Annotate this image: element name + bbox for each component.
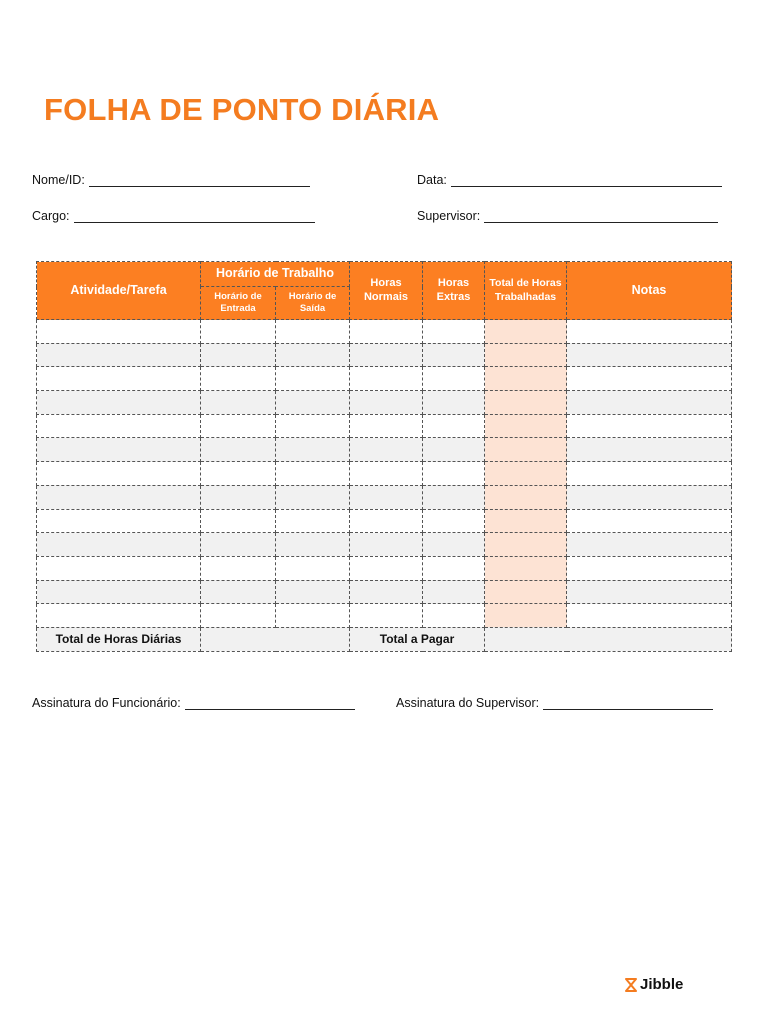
timesheet-body	[37, 320, 732, 628]
supervisor-label: Supervisor:	[417, 209, 481, 223]
table-cell[interactable]	[37, 343, 201, 367]
table-row	[37, 320, 732, 344]
table-cell[interactable]	[567, 462, 732, 486]
table-cell[interactable]	[276, 320, 350, 344]
table-cell[interactable]	[276, 485, 350, 509]
table-cell[interactable]	[201, 509, 276, 533]
work-hours-header: Horário de Trabalho	[201, 262, 350, 287]
role-label: Cargo:	[32, 209, 70, 223]
table-cell[interactable]	[485, 604, 567, 628]
table-cell[interactable]	[423, 414, 485, 438]
supervisor-signature-label: Assinatura do Supervisor:	[396, 696, 540, 710]
table-row	[37, 367, 732, 391]
table-cell[interactable]	[37, 604, 201, 628]
table-row	[37, 414, 732, 438]
supervisor-signature-line[interactable]	[543, 697, 713, 710]
table-row	[37, 438, 732, 462]
table-cell[interactable]	[567, 414, 732, 438]
table-cell[interactable]	[37, 556, 201, 580]
table-cell[interactable]	[350, 556, 423, 580]
table-cell[interactable]	[485, 485, 567, 509]
table-row	[37, 485, 732, 509]
table-cell[interactable]	[567, 343, 732, 367]
table-cell[interactable]	[423, 438, 485, 462]
table-cell[interactable]	[350, 391, 423, 415]
name-field[interactable]	[32, 173, 310, 187]
table-cell[interactable]	[423, 556, 485, 580]
table-cell[interactable]	[423, 533, 485, 557]
table-cell[interactable]	[567, 438, 732, 462]
table-cell[interactable]	[485, 367, 567, 391]
table-cell[interactable]	[350, 485, 423, 509]
table-cell[interactable]	[201, 391, 276, 415]
table-cell[interactable]	[423, 343, 485, 367]
table-cell[interactable]	[37, 391, 201, 415]
table-cell[interactable]	[423, 485, 485, 509]
table-cell[interactable]	[276, 556, 350, 580]
table-row	[37, 509, 732, 533]
table-cell[interactable]	[485, 320, 567, 344]
hourglass-icon	[625, 978, 637, 992]
brand-name: Jibble	[640, 976, 684, 993]
table-cell[interactable]	[201, 320, 276, 344]
extra-hours-header: Horas Extras	[423, 262, 485, 320]
table-cell[interactable]	[485, 391, 567, 415]
name-label: Nome/ID:	[32, 173, 85, 187]
table-cell[interactable]	[485, 580, 567, 604]
entry-header: Horário de Entrada	[201, 287, 276, 320]
date-field[interactable]	[417, 173, 722, 187]
table-cell[interactable]	[567, 509, 732, 533]
date-label: Data:	[417, 173, 447, 187]
table-row	[37, 556, 732, 580]
brand-logo	[625, 976, 683, 993]
table-cell[interactable]	[350, 320, 423, 344]
table-cell[interactable]	[276, 509, 350, 533]
table-cell[interactable]	[276, 604, 350, 628]
table-cell[interactable]	[201, 414, 276, 438]
table-cell[interactable]	[350, 414, 423, 438]
table-cell[interactable]	[567, 533, 732, 557]
table-cell[interactable]	[201, 462, 276, 486]
table-cell[interactable]	[350, 533, 423, 557]
table-row	[37, 533, 732, 557]
table-row	[37, 462, 732, 486]
table-cell[interactable]	[201, 533, 276, 557]
table-cell[interactable]	[276, 343, 350, 367]
table-cell[interactable]	[37, 533, 201, 557]
table-row	[37, 391, 732, 415]
table-cell[interactable]	[567, 556, 732, 580]
table-cell[interactable]	[350, 367, 423, 391]
table-cell[interactable]	[423, 391, 485, 415]
exit-header: Horário de Saída	[276, 287, 350, 320]
table-cell[interactable]	[201, 604, 276, 628]
total-hours-header: Total de Horas Trabalhadas	[485, 262, 567, 320]
table-cell[interactable]	[37, 367, 201, 391]
table-cell[interactable]	[201, 438, 276, 462]
supervisor-field[interactable]	[417, 209, 718, 223]
table-cell[interactable]	[485, 438, 567, 462]
table-cell[interactable]	[276, 462, 350, 486]
table-cell[interactable]	[485, 556, 567, 580]
table-cell[interactable]	[201, 485, 276, 509]
table-cell[interactable]	[567, 320, 732, 344]
daily-total-value[interactable]	[201, 627, 350, 651]
table-cell[interactable]	[485, 343, 567, 367]
table-cell[interactable]	[201, 367, 276, 391]
table-cell[interactable]	[350, 509, 423, 533]
table-row	[37, 580, 732, 604]
timesheet-table	[36, 261, 732, 652]
table-cell[interactable]	[276, 533, 350, 557]
notes-header: Notas	[567, 262, 732, 320]
employee-signature-label: Assinatura do Funcionário:	[32, 696, 181, 710]
table-cell[interactable]	[567, 580, 732, 604]
table-cell[interactable]	[37, 438, 201, 462]
table-cell[interactable]	[37, 509, 201, 533]
employee-signature-line[interactable]	[185, 697, 355, 710]
table-cell[interactable]	[201, 580, 276, 604]
table-cell[interactable]	[201, 556, 276, 580]
table-cell[interactable]	[37, 320, 201, 344]
table-cell[interactable]	[276, 391, 350, 415]
table-row	[37, 343, 732, 367]
table-cell[interactable]	[423, 462, 485, 486]
supervisor-input-line[interactable]	[484, 210, 718, 223]
table-cell[interactable]	[423, 604, 485, 628]
page-title: FOLHA DE PONTO DIÁRIA	[44, 92, 440, 127]
table-cell[interactable]	[485, 462, 567, 486]
role-field[interactable]	[32, 209, 315, 223]
total-pay-value[interactable]	[485, 627, 732, 651]
role-input-line[interactable]	[74, 210, 315, 223]
table-cell[interactable]	[276, 367, 350, 391]
table-cell[interactable]	[37, 414, 201, 438]
table-cell[interactable]	[276, 438, 350, 462]
table-cell[interactable]	[423, 367, 485, 391]
table-cell[interactable]	[485, 414, 567, 438]
table-cell[interactable]	[37, 462, 201, 486]
activity-header: Atividade/Tarefa	[37, 262, 201, 320]
table-cell[interactable]	[567, 485, 732, 509]
table-cell[interactable]	[485, 509, 567, 533]
table-cell[interactable]	[276, 580, 350, 604]
table-cell[interactable]	[350, 580, 423, 604]
table-cell[interactable]	[201, 343, 276, 367]
table-cell[interactable]	[350, 438, 423, 462]
table-cell[interactable]	[423, 580, 485, 604]
total-pay-label: Total a Pagar	[350, 627, 485, 651]
table-cell[interactable]	[567, 391, 732, 415]
supervisor-signature[interactable]	[396, 696, 713, 710]
table-cell[interactable]	[350, 343, 423, 367]
table-cell[interactable]	[567, 604, 732, 628]
employee-signature[interactable]	[32, 696, 355, 710]
name-input-line[interactable]	[89, 174, 310, 187]
table-cell[interactable]	[350, 604, 423, 628]
table-cell[interactable]	[37, 485, 201, 509]
table-cell[interactable]	[37, 580, 201, 604]
table-cell[interactable]	[423, 320, 485, 344]
table-cell[interactable]	[350, 462, 423, 486]
daily-total-label: Total de Horas Diárias	[37, 627, 201, 651]
table-cell[interactable]	[423, 509, 485, 533]
normal-hours-header: Horas Normais	[350, 262, 423, 320]
table-cell[interactable]	[276, 414, 350, 438]
date-input-line[interactable]	[451, 174, 722, 187]
table-row	[37, 604, 732, 628]
table-cell[interactable]	[567, 367, 732, 391]
table-cell[interactable]	[485, 533, 567, 557]
